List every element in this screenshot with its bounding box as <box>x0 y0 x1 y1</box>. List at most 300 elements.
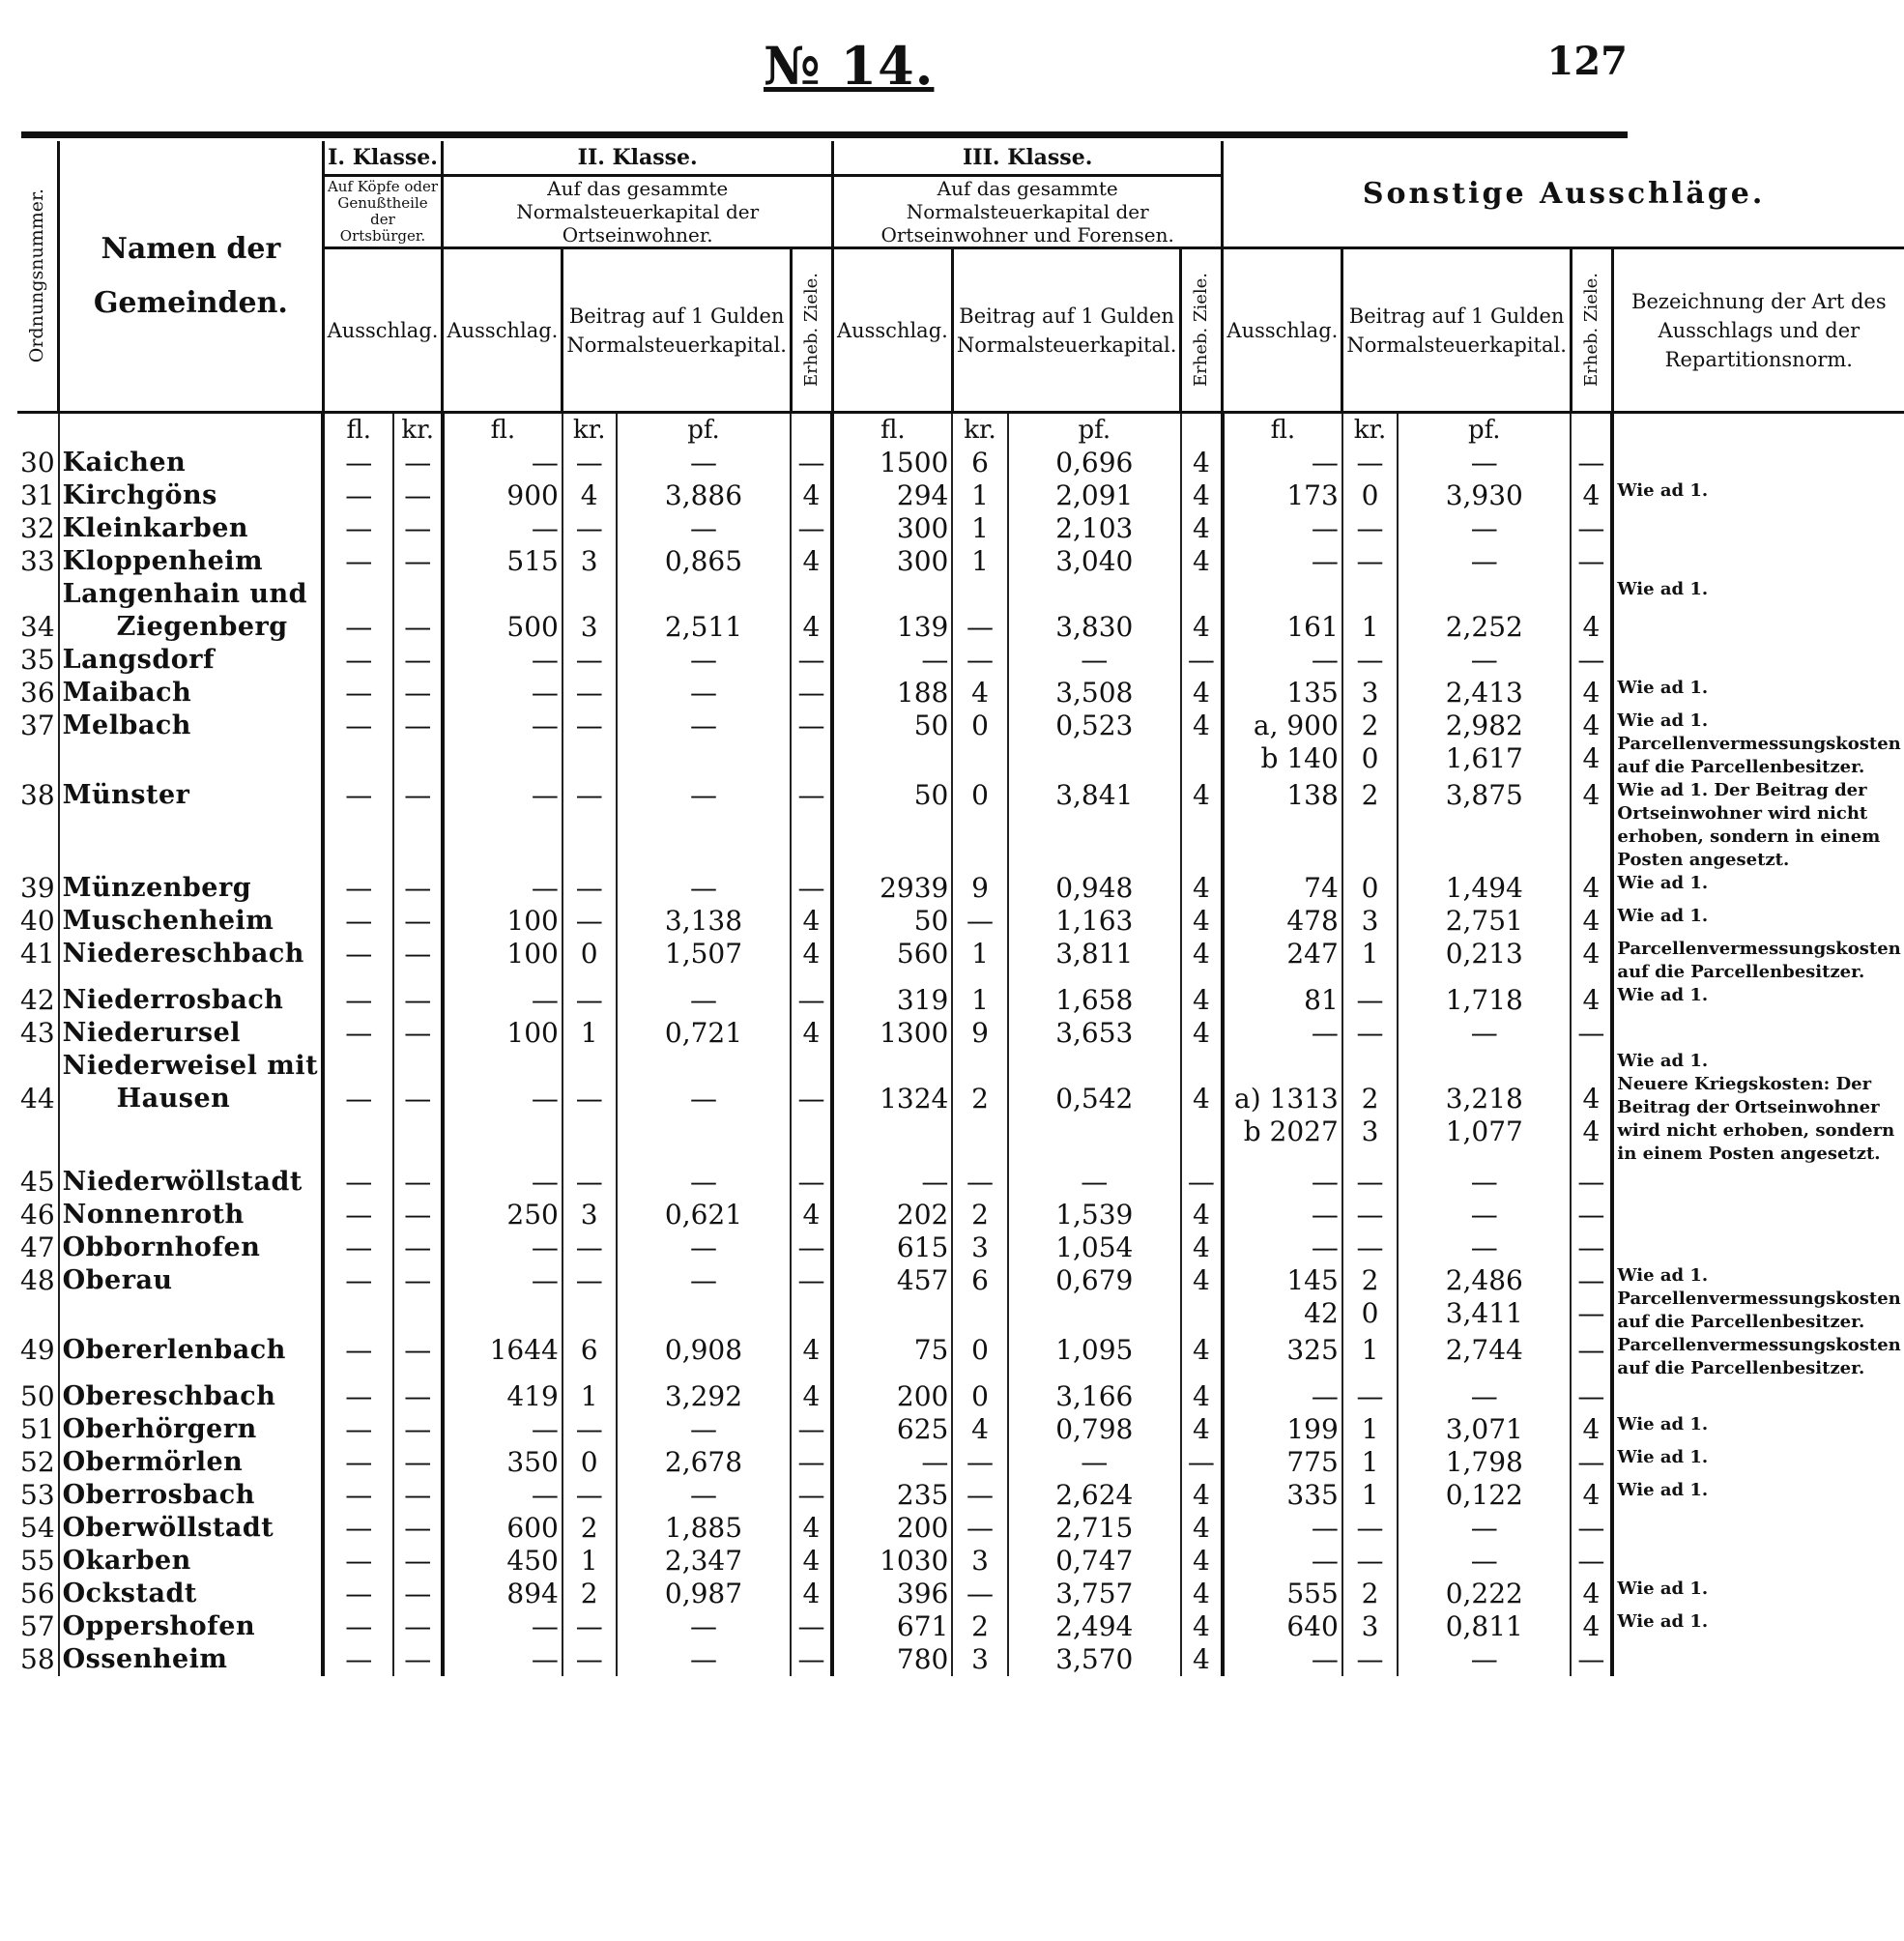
cell-k1b: — <box>393 710 442 779</box>
cell-k3c: 0,948 <box>1008 872 1181 905</box>
cell-k2a: — <box>443 1264 563 1334</box>
cell-k1: — <box>323 1479 393 1512</box>
cell-k2z: — <box>791 779 832 872</box>
cell-k3z: 4 <box>1181 779 1223 872</box>
cell-k3z: — <box>1181 1446 1223 1479</box>
cell-oa: 325 <box>1223 1334 1342 1380</box>
cell-k2b: 3 <box>563 545 617 578</box>
cell-ob: 0 <box>1342 872 1398 905</box>
cell-oc: 0,811 <box>1398 1610 1571 1643</box>
cell-no: 54 <box>17 1512 59 1545</box>
cell-k2c: 1,885 <box>617 1512 792 1545</box>
cell-oz: — <box>1571 1166 1612 1199</box>
col-ord: Ordnungsnummer. <box>17 141 59 413</box>
cell-no: 34 <box>17 578 59 644</box>
cell-k2c: — <box>617 1050 792 1166</box>
cell-ob: 2 0 <box>1342 1264 1398 1334</box>
cell-oa: 247 <box>1223 938 1342 984</box>
cell-k3b: 1 <box>952 545 1007 578</box>
cell-k3b: 0 <box>952 1334 1007 1380</box>
cell-no: 44 <box>17 1050 59 1166</box>
cell-k2a: — <box>443 984 563 1017</box>
cell-k1b: — <box>393 447 442 479</box>
cell-desc <box>1612 1643 1903 1676</box>
cell-k2z: 4 <box>791 1545 832 1578</box>
cell-no: 32 <box>17 512 59 545</box>
cell-k2b: 2 <box>563 1512 617 1545</box>
cell-k2a: — <box>443 1610 563 1643</box>
cell-oc: 2,252 <box>1398 578 1571 644</box>
cell-k2c: — <box>617 1166 792 1199</box>
cell-k3c: 1,539 <box>1008 1199 1181 1231</box>
table-row <box>17 1643 1904 1676</box>
cell-k3a: 188 <box>832 677 952 710</box>
cell-k3b: 3 <box>952 1231 1007 1264</box>
cell-k3b: 0 <box>952 779 1007 872</box>
cell-name: Münster <box>59 779 323 872</box>
cell-ob: — <box>1342 447 1398 479</box>
cell-k3b: — <box>952 1512 1007 1545</box>
cell-desc <box>1612 512 1903 545</box>
cell-k3a: 671 <box>832 1610 952 1643</box>
table-row <box>17 545 1904 578</box>
col-class3-ziele: Erheb. Ziele. <box>1181 248 1223 413</box>
cell-name: Oberau <box>59 1264 323 1334</box>
col-class2-sub: Auf das gesammte Normalsteuerkapital der Ortseinwohner. <box>443 176 832 248</box>
cell-k3c: 1,095 <box>1008 1334 1181 1380</box>
cell-no: 53 <box>17 1479 59 1512</box>
cell-k2c: 1,507 <box>617 938 792 984</box>
cell-oz: 4 <box>1571 1413 1612 1446</box>
cell-k2b: — <box>563 872 617 905</box>
table-row <box>17 578 1904 644</box>
cell-k3z: 4 <box>1181 545 1223 578</box>
cell-oc: 2,413 <box>1398 677 1571 710</box>
cell-k3a: 50 <box>832 779 952 872</box>
cell-k1b: — <box>393 1512 442 1545</box>
cell-k3c: 2,103 <box>1008 512 1181 545</box>
cell-name: Niederursel <box>59 1017 323 1050</box>
cell-k3z: 4 <box>1181 1264 1223 1334</box>
cell-k3c: 0,696 <box>1008 447 1181 479</box>
cell-k2b: — <box>563 1610 617 1643</box>
cell-k1: — <box>323 1413 393 1446</box>
cell-k1: — <box>323 644 393 677</box>
cell-k3b: — <box>952 905 1007 938</box>
cell-oc: 3,930 <box>1398 479 1571 512</box>
cell-k2a: 600 <box>443 1512 563 1545</box>
cell-k3a: — <box>832 1446 952 1479</box>
cell-oc: — <box>1398 1199 1571 1231</box>
col-class1-sub: Auf Köpfe oder Genußtheile der Ortsbürger. <box>323 176 443 248</box>
cell-k1: — <box>323 1199 393 1231</box>
cell-no: 41 <box>17 938 59 984</box>
cell-desc <box>1612 1512 1903 1545</box>
cell-ob: 2 <box>1342 779 1398 872</box>
cell-oz: — <box>1571 1334 1612 1380</box>
cell-k2a: 250 <box>443 1199 563 1231</box>
table-row <box>17 1413 1904 1446</box>
cell-k2z: 4 <box>791 578 832 644</box>
cell-no: 36 <box>17 677 59 710</box>
table-header <box>17 141 1904 447</box>
cell-oa: — <box>1223 1166 1342 1199</box>
cell-name: Oberrosbach <box>59 1479 323 1512</box>
cell-ob: — <box>1342 644 1398 677</box>
cell-k2c: — <box>617 1231 792 1264</box>
cell-k1b: — <box>393 479 442 512</box>
cell-desc: Wie ad 1. <box>1617 579 1709 599</box>
cell-name: Okarben <box>59 1545 323 1578</box>
cell-k2c: 3,292 <box>617 1380 792 1413</box>
cell-k3z: 4 <box>1181 1512 1223 1545</box>
cell-oa: — <box>1223 1545 1342 1578</box>
cell-k3b: 9 <box>952 1017 1007 1050</box>
cell-k1: — <box>323 1334 393 1380</box>
cell-k3b: 2 <box>952 1050 1007 1166</box>
cell-k2z: — <box>791 644 832 677</box>
cell-k2z: — <box>791 1446 832 1479</box>
table-row <box>17 479 1904 512</box>
table-row <box>17 677 1904 710</box>
cell-oc: 0,213 <box>1398 938 1571 984</box>
cell-k1b: — <box>393 644 442 677</box>
cell-k2z: — <box>791 872 832 905</box>
col-class3-beitrag: Beitrag auf 1 Gulden Normalsteuerkapital. <box>952 248 1181 413</box>
cell-desc: Wie ad 1. <box>1617 1579 1709 1599</box>
cell-no: 48 <box>17 1264 59 1334</box>
cell-k2b: 0 <box>563 938 617 984</box>
cell-k3b: — <box>952 1578 1007 1610</box>
cell-oz: — <box>1571 1231 1612 1264</box>
cell-k3b: 1 <box>952 938 1007 984</box>
cell-oa: — <box>1223 447 1342 479</box>
cell-k1b: — <box>393 1479 442 1512</box>
cell-k3b: 3 <box>952 1545 1007 1578</box>
cell-k2b: — <box>563 1479 617 1512</box>
cell-k3b: 0 <box>952 710 1007 779</box>
cell-k3z: 4 <box>1181 1578 1223 1610</box>
cell-k3z: 4 <box>1181 1643 1223 1676</box>
cell-k2b: 3 <box>563 578 617 644</box>
cell-oa: — <box>1223 1199 1342 1231</box>
cell-k1: — <box>323 984 393 1017</box>
cell-k3z: 4 <box>1181 938 1223 984</box>
cell-k2z: — <box>791 1413 832 1446</box>
cell-oc: — <box>1398 512 1571 545</box>
cell-k2a: 500 <box>443 578 563 644</box>
cell-k2c: — <box>617 779 792 872</box>
cell-k3c: 3,166 <box>1008 1380 1181 1413</box>
cell-oc: 1,718 <box>1398 984 1571 1017</box>
cell-name: Nonnenroth <box>59 1199 323 1231</box>
cell-k2a: — <box>443 512 563 545</box>
table-row <box>17 1050 1904 1166</box>
cell-desc: Wie ad 1. <box>1617 906 1709 926</box>
cell-k2b: — <box>563 984 617 1017</box>
cell-name: Niederrosbach <box>59 984 323 1017</box>
cell-oa: — <box>1223 545 1342 578</box>
cell-ob: — <box>1342 1512 1398 1545</box>
cell-k2b: — <box>563 1413 617 1446</box>
cell-k2a: 894 <box>443 1578 563 1610</box>
cell-k2c: — <box>617 984 792 1017</box>
table-row <box>17 644 1904 677</box>
cell-k3c: 2,494 <box>1008 1610 1181 1643</box>
table-row <box>17 905 1904 938</box>
col-other-beitrag: Beitrag auf 1 Gulden Normalsteuerkapital. <box>1342 248 1572 413</box>
col-other-ausschlag: Ausschlag. <box>1223 248 1342 413</box>
cell-k3c: — <box>1008 1166 1181 1199</box>
cell-k3z: 4 <box>1181 479 1223 512</box>
cell-k3z: 4 <box>1181 677 1223 710</box>
cell-k2z: 4 <box>791 1512 832 1545</box>
cell-k2z: — <box>791 1166 832 1199</box>
cell-k3a: — <box>832 1166 952 1199</box>
cell-k2c: — <box>617 677 792 710</box>
cell-k1b: — <box>393 1166 442 1199</box>
cell-oc: 2,982 1,617 <box>1398 710 1571 779</box>
cell-desc <box>1612 1017 1903 1050</box>
cell-no: 43 <box>17 1017 59 1050</box>
cell-oz: 4 <box>1571 677 1612 710</box>
cell-k2z: 4 <box>791 905 832 938</box>
cell-k2b: — <box>563 1050 617 1166</box>
table-row <box>17 1512 1904 1545</box>
cell-no: 40 <box>17 905 59 938</box>
cell-k2a: — <box>443 1413 563 1446</box>
cell-k1: — <box>323 1050 393 1166</box>
cell-k1: — <box>323 1231 393 1264</box>
cell-k3a: — <box>832 644 952 677</box>
cell-oz: — <box>1571 1199 1612 1231</box>
cell-k1: — <box>323 710 393 779</box>
cell-k3b: 4 <box>952 1413 1007 1446</box>
cell-desc <box>1612 1545 1903 1578</box>
table-row <box>17 1199 1904 1231</box>
cell-name: Ossenheim <box>59 1643 323 1676</box>
col-class1-ausschlag: Ausschlag. <box>323 248 443 413</box>
cell-desc: Wie ad 1. <box>1617 1414 1709 1434</box>
cell-k2b: — <box>563 710 617 779</box>
cell-oc: — <box>1398 545 1571 578</box>
cell-k2c: — <box>617 1264 792 1334</box>
cell-no: 37 <box>17 710 59 779</box>
cell-desc: Wie ad 1. <box>1617 1480 1709 1500</box>
cell-desc: Wie ad 1. Parcellenvermessungskosten auf die Parcellenbesitzer. <box>1617 710 1901 777</box>
cell-k2a: 100 <box>443 1017 563 1050</box>
cell-oz: — <box>1571 1446 1612 1479</box>
cell-k3b: 1 <box>952 479 1007 512</box>
cell-name: Obermörlen <box>59 1446 323 1479</box>
col-class3-sub: Auf das gesammte Normalsteuerkapital der Ortseinwohner und Forensen. <box>832 176 1222 248</box>
cell-oc: 3,071 <box>1398 1413 1571 1446</box>
cell-k2b: 0 <box>563 1446 617 1479</box>
cell-k2z: — <box>791 1643 832 1676</box>
cell-k3c: 3,570 <box>1008 1643 1181 1676</box>
cell-no: 47 <box>17 1231 59 1264</box>
cell-k2c: — <box>617 872 792 905</box>
cell-k2b: 2 <box>563 1578 617 1610</box>
cell-oz: 4 <box>1571 1578 1612 1610</box>
cell-k2a: 900 <box>443 479 563 512</box>
cell-k3b: — <box>952 1479 1007 1512</box>
cell-k2b: 6 <box>563 1334 617 1380</box>
cell-k3c: 3,757 <box>1008 1578 1181 1610</box>
cell-name: Kirchgöns <box>59 479 323 512</box>
cell-oa: 74 <box>1223 872 1342 905</box>
cell-ob: 0 <box>1342 479 1398 512</box>
cell-k2c: — <box>617 1643 792 1676</box>
cell-no: 38 <box>17 779 59 872</box>
cell-name: Obererlenbach <box>59 1334 323 1380</box>
cell-k2z: 4 <box>791 479 832 512</box>
cell-k3b: — <box>952 644 1007 677</box>
cell-k3c: 3,040 <box>1008 545 1181 578</box>
cell-oc: 0,222 <box>1398 1578 1571 1610</box>
cell-k1b: — <box>393 872 442 905</box>
cell-k3z: 4 <box>1181 1017 1223 1050</box>
cell-k3a: 300 <box>832 512 952 545</box>
cell-k3a: 457 <box>832 1264 952 1334</box>
cell-oz: — <box>1571 447 1612 479</box>
cell-k2z: 4 <box>791 938 832 984</box>
cell-k3a: 560 <box>832 938 952 984</box>
cell-k3b: 1 <box>952 512 1007 545</box>
cell-k1: — <box>323 512 393 545</box>
cell-desc <box>1612 1231 1903 1264</box>
cell-k1b: — <box>393 1017 442 1050</box>
table-row <box>17 1578 1904 1610</box>
cell-k3a: 396 <box>832 1578 952 1610</box>
col-other: Sonstige Ausschläge. <box>1223 141 1904 248</box>
cell-k2a: — <box>443 644 563 677</box>
cell-name: Kaichen <box>59 447 323 479</box>
cell-k2a: — <box>443 779 563 872</box>
cell-ob: — <box>1342 1017 1398 1050</box>
cell-name: Oberhörgern <box>59 1413 323 1446</box>
cell-k1: — <box>323 1643 393 1676</box>
cell-k1: — <box>323 1578 393 1610</box>
cell-k1b: — <box>393 1643 442 1676</box>
cell-k2c: — <box>617 447 792 479</box>
cell-ob: — <box>1342 1545 1398 1578</box>
cell-k3a: 2939 <box>832 872 952 905</box>
cell-oz: — <box>1571 1545 1612 1578</box>
cell-oz: 4 <box>1571 578 1612 644</box>
cell-k2z: 4 <box>791 545 832 578</box>
cell-name: Obereschbach <box>59 1380 323 1413</box>
cell-no: 39 <box>17 872 59 905</box>
cell-k3c: 3,653 <box>1008 1017 1181 1050</box>
cell-k3z: 4 <box>1181 1380 1223 1413</box>
cell-ob: 1 <box>1342 1413 1398 1446</box>
cell-k3z: 4 <box>1181 984 1223 1017</box>
cell-k3c: 2,715 <box>1008 1512 1181 1545</box>
cell-k2c: 0,721 <box>617 1017 792 1050</box>
cell-k2c: 3,886 <box>617 479 792 512</box>
cell-k2z: — <box>791 1264 832 1334</box>
cell-no: 31 <box>17 479 59 512</box>
cell-ob: 3 <box>1342 677 1398 710</box>
cell-k2a: — <box>443 1479 563 1512</box>
cell-k1: — <box>323 1380 393 1413</box>
table-row <box>17 1380 1904 1413</box>
cell-k2a: 515 <box>443 545 563 578</box>
cell-k1b: — <box>393 677 442 710</box>
cell-name: Melbach <box>59 710 323 779</box>
cell-desc: Wie ad 1. <box>1617 480 1709 501</box>
cell-ob: 2 3 <box>1342 1050 1398 1166</box>
cell-oa: 640 <box>1223 1610 1342 1643</box>
cell-k3a: 1030 <box>832 1545 952 1578</box>
cell-ob: — <box>1342 1380 1398 1413</box>
cell-oa: 145 42 <box>1223 1264 1342 1334</box>
cell-desc <box>1612 545 1903 578</box>
cell-k2c: 2,511 <box>617 578 792 644</box>
cell-k3a: 319 <box>832 984 952 1017</box>
cell-k2b: — <box>563 677 617 710</box>
table-body <box>17 447 1904 1676</box>
cell-oa: 775 <box>1223 1446 1342 1479</box>
cell-k1: — <box>323 779 393 872</box>
cell-no: 46 <box>17 1199 59 1231</box>
cell-k3a: 75 <box>832 1334 952 1380</box>
cell-oz: — <box>1571 1017 1612 1050</box>
cell-k1b: — <box>393 938 442 984</box>
cell-k3a: 294 <box>832 479 952 512</box>
cell-desc <box>1612 447 1903 479</box>
col-other-ziele: Erheb. Ziele. <box>1571 248 1612 413</box>
cell-ob: 1 <box>1342 1446 1398 1479</box>
cell-oa: 173 <box>1223 479 1342 512</box>
cell-k2z: 4 <box>791 1199 832 1231</box>
cell-ob: — <box>1342 1199 1398 1231</box>
cell-oc: 0,122 <box>1398 1479 1571 1512</box>
cell-k3a: 200 <box>832 1380 952 1413</box>
cell-oc: 3,875 <box>1398 779 1571 872</box>
cell-k2a: — <box>443 872 563 905</box>
cell-k2a: — <box>443 1643 563 1676</box>
cell-k3c: 1,054 <box>1008 1231 1181 1264</box>
cell-oc: — <box>1398 1017 1571 1050</box>
cell-k1: — <box>323 578 393 644</box>
cell-k1: — <box>323 1446 393 1479</box>
cell-k3a: 615 <box>832 1231 952 1264</box>
cell-k3a: 300 <box>832 545 952 578</box>
cell-k3b: — <box>952 578 1007 644</box>
cell-no: 56 <box>17 1578 59 1610</box>
col-names: Namen der Gemeinden. <box>59 141 323 413</box>
cell-k2b: — <box>563 1231 617 1264</box>
cell-oa: 199 <box>1223 1413 1342 1446</box>
cell-oc: — <box>1398 1166 1571 1199</box>
cell-k1b: — <box>393 1334 442 1380</box>
cell-k3c: 1,163 <box>1008 905 1181 938</box>
cell-k2b: 1 <box>563 1545 617 1578</box>
table-row <box>17 1017 1904 1050</box>
page-header <box>0 17 1666 104</box>
cell-name: Niedereschbach <box>59 938 323 984</box>
cell-name: Kleinkarben <box>59 512 323 545</box>
cell-k1: — <box>323 1610 393 1643</box>
cell-k2c: 2,347 <box>617 1545 792 1578</box>
cell-oa: a, 900 b 140 <box>1223 710 1342 779</box>
cell-oz: 4 <box>1571 905 1612 938</box>
cell-desc: Wie ad 1. <box>1617 1447 1709 1467</box>
cell-name: Langenhain und Ziegenberg <box>59 578 323 644</box>
cell-k1: — <box>323 905 393 938</box>
